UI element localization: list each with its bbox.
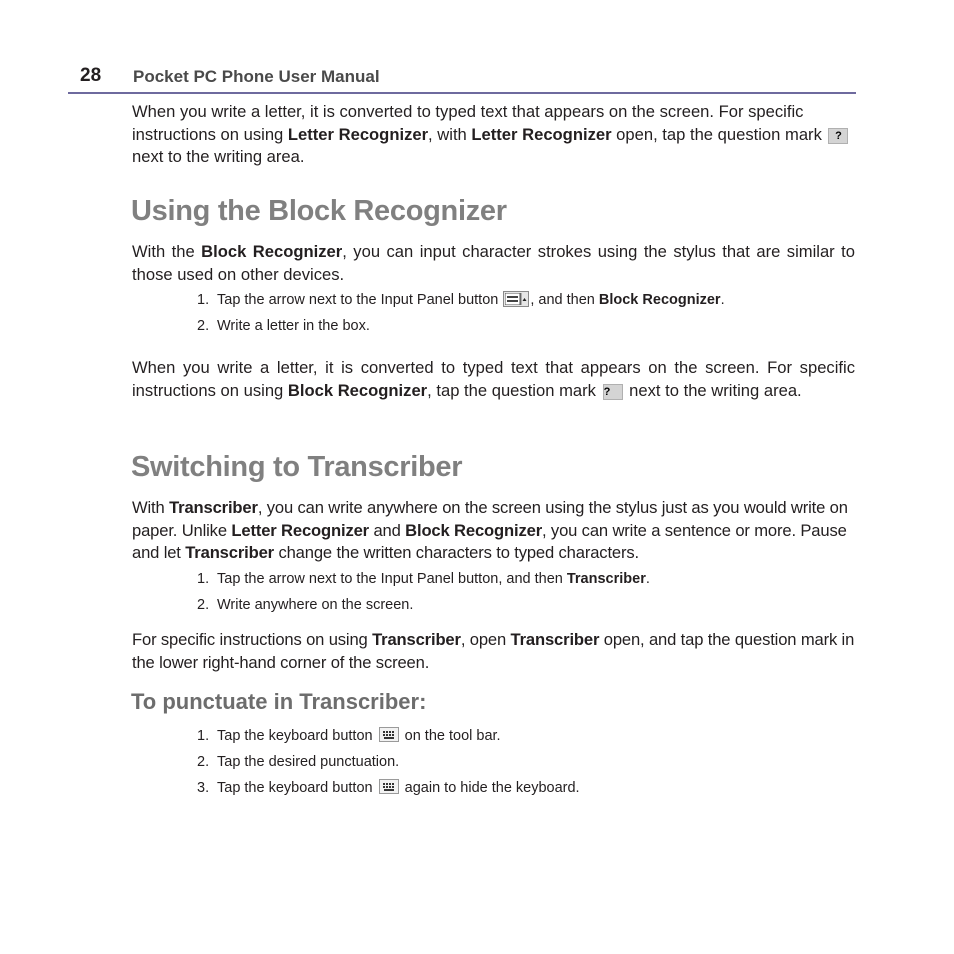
section-heading-block-recognizer: Using the Block Recognizer: [131, 195, 507, 227]
list-item: 3. Tap the keyboard button again to hide the keyboard.: [197, 780, 580, 796]
list-item: 2. Write anywhere on the screen.: [197, 597, 414, 613]
subsection-heading-punctuate: To punctuate in Transcriber:: [131, 689, 427, 714]
keyboard-icon: [379, 779, 399, 794]
page-header: [68, 64, 856, 94]
manual-title: Pocket PC Phone User Manual: [133, 67, 380, 86]
list-item: 2. Write a letter in the box.: [197, 318, 370, 334]
list-item: 1. Tap the keyboard button on the tool bar.: [197, 728, 501, 744]
block-help-paragraph: When you write a letter, it is converted to typed text that appears on the screen. For specific instructions on using Block Recognizer, tap the question mark ? next to the writing area.: [132, 358, 855, 400]
question-mark-icon: ?: [603, 384, 623, 400]
section-heading-transcriber: Switching to Transcriber: [131, 451, 463, 483]
list-item: 1. Tap the arrow next to the Input Panel button , and then Block Recognizer.: [197, 292, 725, 308]
keyboard-icon: [379, 727, 399, 742]
intro-paragraph: When you write a letter, it is converted to typed text that appears on the screen. For specific instructions on using Letter Recognizer, with Letter Recognizer open, tap the question mark ? next to the writing area.: [132, 101, 855, 169]
input-panel-icon: [503, 291, 529, 307]
page-number: 28: [80, 65, 102, 86]
question-mark-icon: ?: [828, 128, 848, 144]
transcriber-help-paragraph: For specific instructions on using Transcriber, open Transcriber open, and tap the question mark in the lower right-hand corner of the screen.: [132, 630, 855, 672]
block-intro-paragraph: With the Block Recognizer, you can input character strokes using the stylus that are similar to those used on other devices.: [132, 242, 855, 284]
list-item: 1. Tap the arrow next to the Input Panel button, and then Transcriber.: [197, 571, 650, 587]
transcriber-intro-paragraph: With Transcriber, you can write anywhere on the screen using the stylus just as you would write on paper. Unlike Letter Recognizer and Block Recognizer, you can write a sentence or more. Pause and let Transcriber change the written characters to typed characters.: [132, 498, 848, 562]
list-item: 2. Tap the desired punctuation.: [197, 754, 400, 770]
